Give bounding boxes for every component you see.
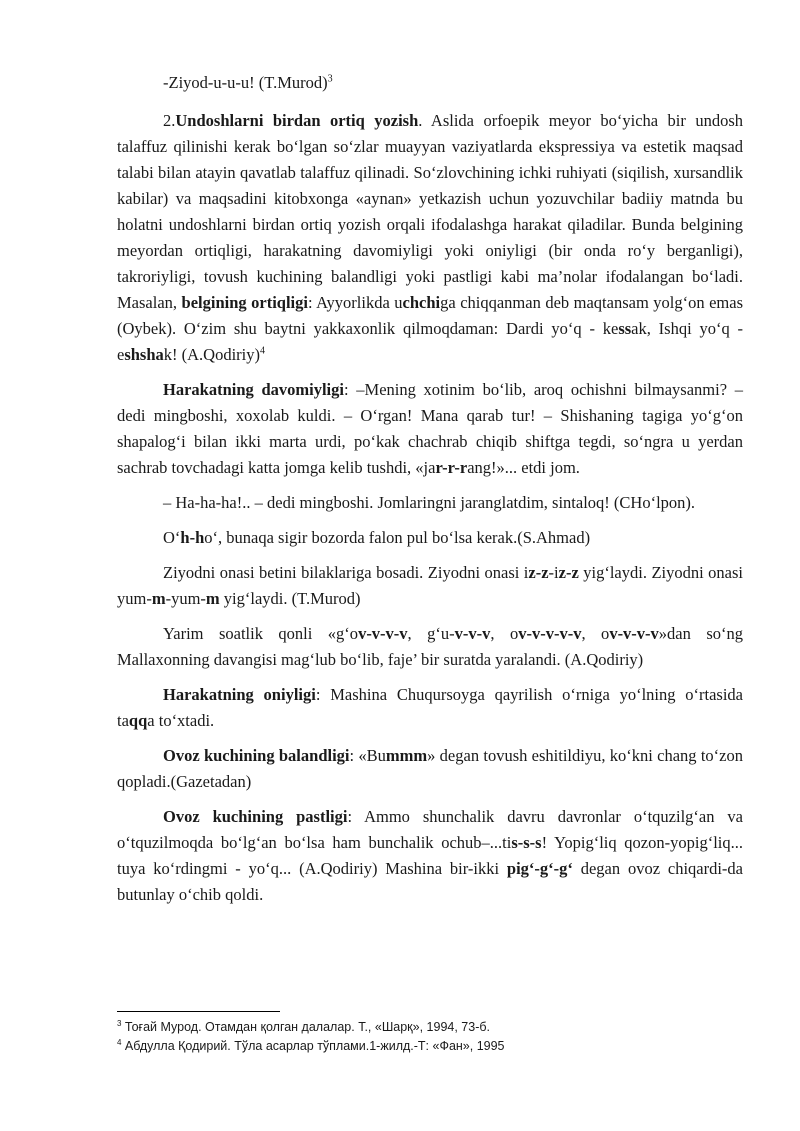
paragraph-oniylik (117, 682, 743, 734)
text-run: »dan so‘ng Mallaxonning davangisi mag‘lub bo‘lib, faje’ bir suratda yaralandi. (A.Qodiriy) (117, 624, 744, 669)
text-run: » degan tovush eshitildiyu, ko‘kni chang to‘zon qopladi.(Gazetadan) (117, 746, 743, 791)
text-run: degan ovoz chiqardi-da butunlay o‘chib qoldi. (117, 859, 743, 904)
paragraph-ziyod (117, 70, 743, 96)
bold-letters: chchi (402, 293, 441, 312)
paragraph-davomiylik (117, 377, 743, 481)
bold-letters: v-v-v-v-v (518, 624, 582, 643)
paragraph-oho (117, 525, 743, 551)
paragraph-balandlik (117, 743, 743, 795)
text-run: , o (490, 624, 519, 643)
footnote-text: Абдулла Қодирий. Тўла асарлар тўплами.1-жилд.-Т: «Фан», 1995 (121, 1039, 505, 1053)
bold-letters: m (151, 589, 166, 608)
text-run: . Aslida orfoepik meyor bo‘yicha bir undosh talaffuz qilinishi kerak bo‘lgan so‘zlar muayyan vaziyatlarda ekspressiya va estetik maqsad talabi bilan atayin qavatlab talaffuz qilinadi. So‘zlovchining ichki ruhiyati (siqilish, xursandlik kabilar) va maqsadini kitobxonga «aynan» yetkazish uchun yozuvchilar badiiy matnda bu holatni undoshlarni birdan ortiq yozish orqali ifodalashga harakat qiladilar. Bunda belgining meyordan ortiqligi, harakatning davomiyligi yoki oniyligi (bir onda ro‘y berganligi), takroriyligi, tovush kuchining balandligi yoki pastligi kabi ma’nolar ifodalangan bo‘ladi. Masalan, (117, 111, 743, 312)
footnote-3 (117, 1018, 743, 1037)
text-run: o‘, bunaqa sigir bozorda falon pul bo‘lsa kerak.(S.Ahmad) (204, 528, 591, 547)
footnote-number: 3 (117, 1018, 122, 1028)
footnote-4 (117, 1037, 743, 1056)
bold-term: Ovoz kuchining pastligi (163, 807, 348, 826)
text-run: O‘ (163, 528, 181, 547)
bold-letters: pig‘-g‘-g‘ (506, 859, 573, 878)
section-number: 2. (163, 111, 176, 130)
bold-letters: v-v-v-v (609, 624, 659, 643)
text-run: : –Mening xotinim bo‘lib, aroq ochishni bilmaysanmi? – dedi mingboshi, xoxolab kuldi. – O‘rgan! Mana qarab tur! – Shishaning tagiga yo‘g‘on shapalog‘i bilan ikki marta urdi, po‘kak chachrab chiqib shiftga tegdi, so‘ngra u yerdan sachrab tovchadagi katta jomga kelib tushdi, «ja (117, 380, 743, 477)
bold-letters: r-r-r (435, 458, 468, 477)
text-run: yig‘laydi. (T.Murod) (219, 589, 361, 608)
text-run: Ziyodni onasi betini bilaklariga bosadi. Ziyodni onasi i (163, 563, 529, 582)
paragraph-undoshlar (117, 108, 743, 368)
text-run: ang!»... etdi jom. (467, 458, 580, 477)
bold-term: Ovoz kuchining balandligi (163, 746, 350, 765)
paragraph-ziyodni (117, 560, 743, 612)
text-run: Yarim soatlik qonli «g‘o (163, 624, 359, 643)
text-run: k! (A.Qodiriy) (163, 345, 261, 364)
bold-letters: shsha (124, 345, 164, 364)
text-run: : Ammo shunchalik davru davronlar o‘tquzilg‘an va o‘tquzilmoqda bo‘lg‘an bo‘lsa ham bunchalik ochub–...ti (117, 807, 743, 852)
text-run: -yum- (165, 589, 206, 608)
bold-letters: s-s-s (511, 833, 542, 852)
bold-letters: z-z (528, 563, 549, 582)
section-heading: Undoshlarni birdan ortiq yozish (175, 111, 419, 130)
paragraph-haha (117, 490, 743, 516)
footnotes (117, 1018, 743, 1056)
document-body (117, 70, 743, 917)
text-run: , o (581, 624, 610, 643)
bold-term: belgining ortiqligi (181, 293, 308, 312)
bold-letters: m (205, 589, 220, 608)
paragraph-yarim (117, 621, 743, 673)
bold-term: Harakatning oniyligi (163, 685, 316, 704)
footnote-number: 4 (117, 1037, 122, 1047)
text-run: -i (548, 563, 559, 582)
bold-letters: ss (618, 319, 632, 338)
text-run: , g‘u- (407, 624, 455, 643)
bold-term: Harakatning davomiyligi (163, 380, 344, 399)
bold-letters: h-h (180, 528, 205, 547)
bold-letters: mmm (385, 746, 428, 765)
footnote-text: Тоғай Мурод. Отамдан қолган далалар. Т., «Шарқ», 1994, 73-б. (121, 1020, 490, 1034)
paragraph-pastlik (117, 804, 743, 908)
bold-letters: v-v-v-v (358, 624, 408, 643)
bold-letters: v-v-v (454, 624, 491, 643)
text-run: a to‘xtadi. (147, 711, 215, 730)
text-run: – Ha-ha-ha!.. – dedi mingboshi. Jomlaringni jaranglatdim, sintaloq! (CHo‘lpon). (163, 493, 696, 512)
bold-letters: qq (128, 711, 148, 730)
text-run: ! Yopig‘liq qozon-yopig‘liq... tuya ko‘rdingmi - yo‘q... (A.Qodiriy) Mashina bir-ikki (117, 833, 743, 878)
text-run: ga chiqqanman deb maqtansam yolg‘on emas (Oybek). O‘zim shu baytni yakkaxonlik qilmoqdaman: Dardi yo‘q - ke (117, 293, 744, 338)
bold-letters: z-z (558, 563, 579, 582)
text-run: : Mashina Chuqursoyga qayrilish o‘rniga yo‘lning o‘rtasida ta (117, 685, 743, 730)
footnote-separator (117, 1011, 280, 1012)
text-run: : Ayyorlikda u (307, 293, 403, 312)
text-run: yig‘laydi. Ziyodni onasi yum- (117, 563, 743, 608)
footnote-ref-3: 3 (327, 73, 333, 85)
footnote-ref-4: 4 (260, 345, 266, 357)
text-run: : «Bu (349, 746, 386, 765)
text-run: ak, Ishqi yo‘q - e (117, 319, 743, 364)
quote-text: -Ziyod-u-u-u! (T.Murod) (163, 73, 328, 92)
